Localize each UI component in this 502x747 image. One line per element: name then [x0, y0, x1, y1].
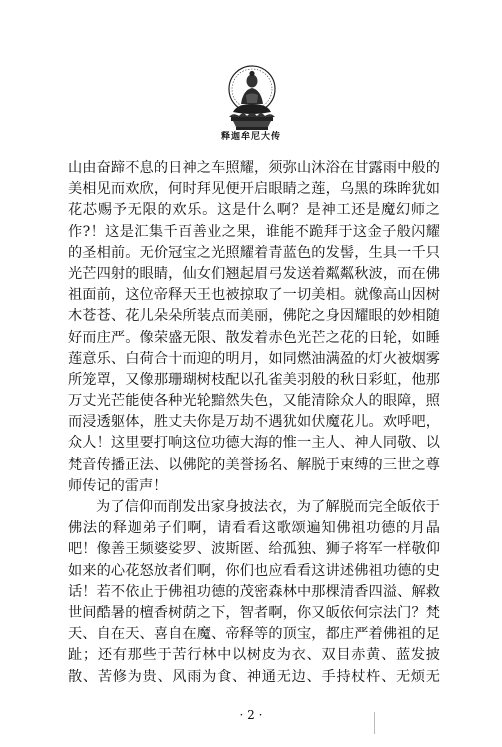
text-line: 山由奋蹄不息的日神之车照耀，须弥山沐浴在甘露雨中般的 — [68, 160, 440, 176]
text-line: 如来的心花怒放者们啊，你们也应看看这讲述佛祖功德的史 — [68, 562, 440, 579]
text-line: 所笼罩，又像那珊瑚树枝配以孔雀美羽般的秋日彩虹，他那 — [68, 371, 440, 388]
text-line: 万丈光芒能使各种光轮黯然失色，又能清除众人的眼障，照 — [68, 393, 440, 410]
body-text — [68, 158, 440, 688]
text-line: 众人！这里要打响这位功德大海的惟一主人、神人同敬、以 — [68, 435, 440, 452]
text-line: 散、苦修为贵、风雨为食、神通无边、手持杖杵、无烦无 — [68, 668, 440, 685]
text-line: 世间酷暑的檀香树荫之下，智者啊，你又皈依何宗法门？梵 — [68, 604, 440, 621]
page-number: · 2 · — [239, 708, 263, 722]
text-line: 美相见而欢欣，何时拜见便开启眼睛之莲，乌黑的珠眸犹如 — [68, 181, 440, 198]
scan-margin-mark — [374, 712, 375, 734]
text-line: 而浸透躯体，胜丈夫你是万劫不遇犹如伏魔花儿。欢呼吧， — [68, 414, 440, 431]
text-line: 好而庄严。像荣盛无限、散发着赤色光芒之花的日轮，如睡 — [68, 329, 440, 346]
text-line: 木苍苍、花儿朵朵所装点而美丽，佛陀之身因耀眼的妙相随 — [68, 308, 440, 325]
text-line: 作?！这是汇集千百善业之果，谁能不跪拜于这金子般闪耀 — [68, 223, 440, 240]
text-line: 师传记的雷声！ — [68, 477, 168, 494]
text-line: 的圣相前。无价冠宝之光照耀着青蓝色的发髻，生具一千只 — [68, 244, 440, 261]
text-line: 天、自在天、喜自在魔、帝释等的顶宝，都庄严着佛祖的足 — [68, 626, 440, 643]
text-line: 花芯赐予无限的欢乐。这是什么啊？是神工还是魔幻师之 — [68, 202, 440, 219]
text-line: 祖面前，这位帝释天王也被掠取了一切美相。就像高山因树 — [68, 287, 440, 304]
text-line-paragraph-start: 为了信仰而削发出家身披法衣，为了解脱而完全皈依于 — [96, 499, 440, 515]
text-line: 趾；还有那些于苦行林中以树皮为衣、双目赤黄、蓝发披 — [68, 647, 440, 664]
text-line: 莲意乐、白荷合十而迎的明月，如同燃油满盈的灯火被烟雾 — [68, 350, 440, 367]
seated-buddha-icon — [219, 62, 285, 132]
text-line: 光芒四射的眼睛，仙女们翘起眉弓发送着粼粼秋波，而在佛 — [68, 265, 440, 282]
text-line: 话！若不依止于佛祖功德的茂密森林中那棵清香四溢、解救 — [68, 583, 440, 600]
text-line: 佛法的释迦弟子们啊，请看看这歌颂遍知佛祖功德的月晶 — [68, 520, 440, 537]
text-line: 吧！像善王频婆娑罗、波斯匿、给孤独、狮子将军一样敬仰 — [68, 541, 440, 558]
running-header-title: 释迦牟尼大传 — [220, 132, 281, 142]
text-line: 梵音传播正法、以佛陀的美誉扬名、解脱于束缚的三世之尊 — [68, 456, 440, 473]
